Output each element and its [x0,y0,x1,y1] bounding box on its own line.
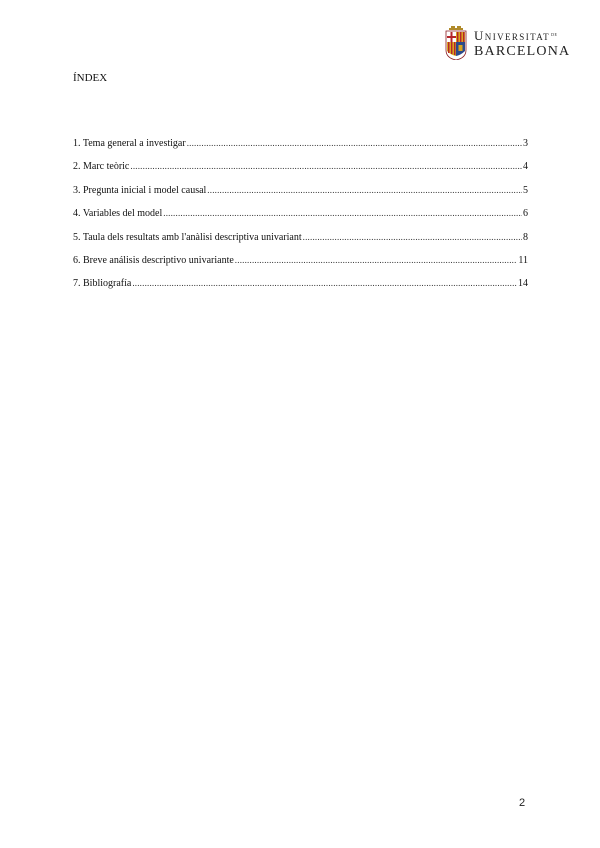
toc-entry-text: 3. Pregunta inicial i model causal [73,184,207,196]
toc-entry-text: 6. Breve análisis descriptivo univariante [73,254,234,266]
toc-entry-1[interactable] [73,137,528,160]
toc-entry-page: 4 [523,161,528,173]
toc-leader-dots [187,137,522,150]
toc-entry-text: 5. Taula dels resultats amb l'anàlisi descriptiva univariant [73,231,302,243]
table-of-contents [73,137,528,301]
logo-line1: Universitat$^{de}$ [474,28,558,43]
toc-entry-5[interactable] [73,231,528,254]
toc-entry-6[interactable] [73,254,528,277]
logo-line2: BARCELONA [474,44,571,59]
toc-entry-text: 7. Bibliografía [73,278,132,290]
toc-entry-2[interactable] [73,160,528,183]
toc-entry-page: 11 [518,254,528,266]
toc-entry-page: 14 [518,278,528,290]
toc-entry-page: 6 [523,208,528,220]
toc-leader-dots [235,254,518,267]
toc-entry-page: 5 [523,184,528,196]
toc-entry-3[interactable] [73,184,528,207]
toc-entry-page: 3 [523,138,528,149]
toc-entry-text: 4. Variables del model [73,208,163,220]
toc-leader-dots [303,231,522,244]
toc-leader-dots [130,160,522,173]
university-logo [445,26,575,62]
university-crest-icon [445,26,467,60]
page-number: 2 [519,797,526,809]
toc-leader-dots [163,207,522,220]
toc-leader-dots [207,184,522,197]
toc-entry-text: 1. Tema general a investigar [73,138,186,149]
toc-leader-dots [132,277,517,290]
toc-entry-text: 2. Marc teòric [73,161,130,173]
index-title: ÍNDEX [73,72,108,84]
toc-entry-7[interactable] [73,277,528,300]
toc-entry-page: 8 [523,231,528,243]
toc-entry-4[interactable] [73,207,528,230]
